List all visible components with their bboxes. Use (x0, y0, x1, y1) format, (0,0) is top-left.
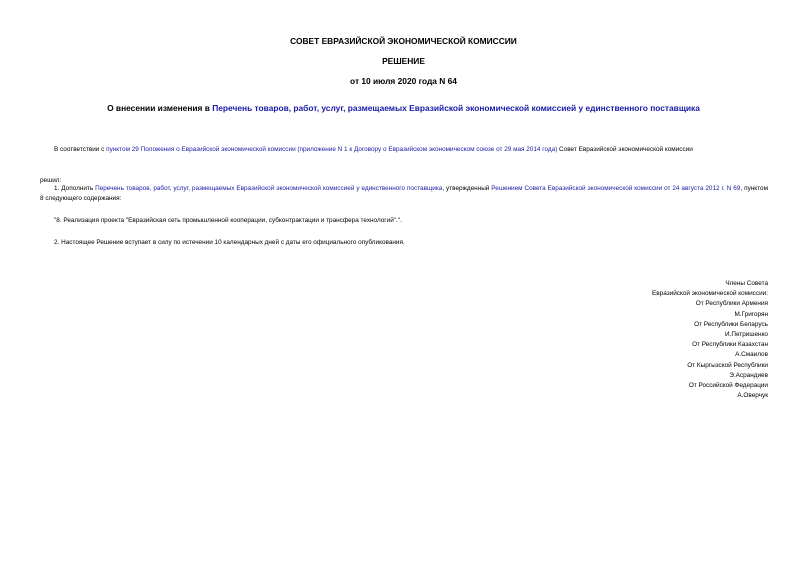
signature-line: Э.Асрандиев (729, 371, 768, 379)
document-title (0, 103, 807, 114)
signature-line: М.Григорян (734, 310, 768, 318)
decision-date-number: от 10 июля 2020 года N 64 (350, 76, 457, 86)
preamble-paragraph (40, 145, 768, 155)
council-heading: СОВЕТ ЕВРАЗИЙСКОЙ ЭКОНОМИЧЕСКОЙ КОМИССИИ (290, 36, 517, 46)
item-1-text-start: 1. Дополнить (54, 185, 96, 192)
signature-line: От Республики Беларусь (694, 320, 768, 328)
signature-line: Евразийской экономической комиссии: (652, 290, 768, 298)
item-8-quote: "8. Реализация проекта "Евразийская сеть промышленной кооперации, субконтрактации и трансфера технологий".". (54, 217, 402, 224)
title-prefix: О внесении изменения в (107, 103, 213, 113)
signature-line: От Кыргызской Республики (687, 361, 768, 369)
item-1-text-mid: , утвержденный (442, 185, 492, 192)
preamble-text-start: В соответствии с (54, 146, 107, 153)
resolved-label: решил: (40, 177, 62, 184)
preamble-text-end: Совет Евразийской экономической комиссии (557, 146, 693, 153)
list-link[interactable]: Перечень товаров, работ, услуг, размещаемых Евразийской экономической комиссией у единственного поставщика (95, 185, 443, 192)
signature-line: А.Оверчук (737, 392, 768, 400)
title-list-link[interactable]: Перечень товаров, работ, услуг, размещаемых Евразийской экономической комиссией у единственного поставщика (212, 103, 700, 113)
signature-line: А.Смаилов (735, 351, 768, 359)
signature-line: От Республики Казахстан (692, 341, 768, 349)
item-1-text-end: , пунктом 8 следующего содержания: (40, 185, 768, 202)
signature-line: Члены Совета (725, 280, 768, 287)
item-1-paragraph (40, 184, 768, 204)
signature-line: От Российской Федерации (688, 382, 768, 390)
signature-line: И.Петришенко (725, 331, 768, 339)
regulation-clause-link[interactable]: пунктом 29 Положения о Евразийской экономической комиссии (приложение N 1 к Договору о Евразийском экономическом союзе от 29 мая 2014 года) (106, 146, 558, 153)
decision-heading: РЕШЕНИЕ (382, 56, 425, 66)
item-2-paragraph: 2. Настоящее Решение вступает в силу по истечении 10 календарных дней с даты его официального опубликования. (54, 239, 405, 246)
signature-line: От Республики Армения (695, 300, 768, 308)
signature-block (508, 279, 768, 401)
decision-69-link[interactable]: Решением Совета Евразийской экономической комиссии от 24 августа 2012 г. N 69 (491, 185, 741, 192)
